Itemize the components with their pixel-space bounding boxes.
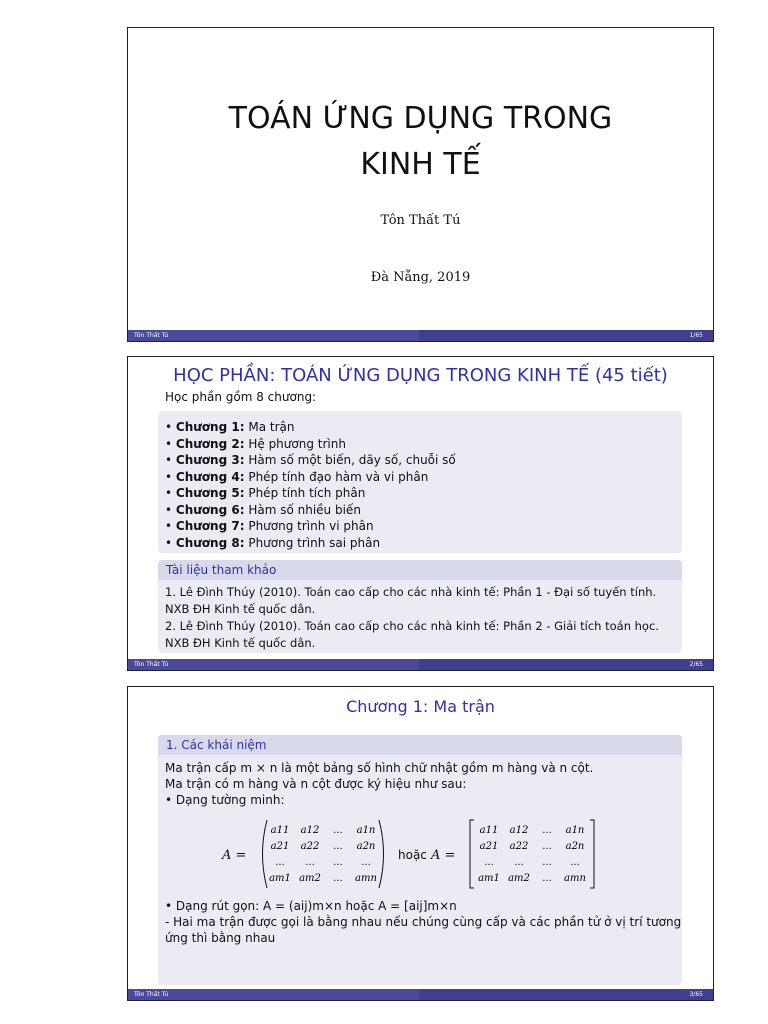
intro-text: Học phần gồm 8 chương: <box>165 390 317 404</box>
chapter-label: Chương 5: <box>175 486 245 500</box>
matrix-cell: ... <box>333 873 343 884</box>
matrix-cell: ... <box>275 857 285 868</box>
definition-line: Ma trận cấp m × n là một bảng số hình chữ nhật gồm m hàng và n cột. <box>165 761 594 775</box>
chapter-text: Hệ phương trình <box>248 436 346 451</box>
matrix-cell: am1 <box>478 873 500 884</box>
matrix-cell: ... <box>361 857 371 868</box>
page-number: 1/65 <box>419 330 714 341</box>
chapter-item <box>165 518 682 535</box>
matrix-cell: am1 <box>269 873 291 884</box>
chapter-label: Chương 8: <box>175 535 245 550</box>
parenthesis-icon <box>263 820 268 888</box>
footer-author: Tôn Thất Tú <box>128 659 419 670</box>
bullet-icon: • <box>165 436 176 451</box>
definition-block <box>158 735 682 985</box>
block-title: 1. Các khái niệm <box>158 735 682 755</box>
matrix-cell: ... <box>305 857 315 868</box>
reference-block <box>158 560 682 653</box>
chapter-text: Phương trình sai phân <box>248 535 381 550</box>
chapter-label: Chương 2: <box>175 436 245 451</box>
date: Đà Nẵng, 2019 <box>370 270 471 285</box>
chapter-item <box>165 502 682 519</box>
matrix-cell: a22 <box>300 841 320 852</box>
matrix-cell: am2 <box>299 873 321 884</box>
reference-title: Tài liệu tham khảo <box>158 560 682 580</box>
matrix-cell: a1n <box>565 825 585 836</box>
chapter-label: Chương 3: <box>175 453 245 467</box>
slide-footer <box>128 989 713 1000</box>
chapter-item <box>165 419 682 436</box>
chapter-item <box>165 535 682 552</box>
matrix-cell: amn <box>564 873 586 884</box>
chapter-label: Chương 6: <box>175 502 245 517</box>
matrix-cell: a11 <box>479 825 499 836</box>
matrix-cell: ... <box>542 857 552 868</box>
matrix-cell: ... <box>333 857 343 868</box>
chapter-label: Chương 7: <box>175 519 245 533</box>
chapter-list-box <box>158 411 682 553</box>
chapter-text: Phép tính đạo hàm và vi phân <box>248 469 429 484</box>
matrix-cell: a11 <box>270 825 290 836</box>
matrix-equation <box>158 818 682 898</box>
matrix-cell: ... <box>484 857 494 868</box>
matrix-cell: am2 <box>508 873 530 884</box>
matrix-cell: a21 <box>270 841 290 852</box>
chapter-item <box>165 469 682 486</box>
matrix-cell: a2n <box>356 841 376 852</box>
chapter-list <box>158 411 682 551</box>
definition-line: • Dạng tường minh: <box>165 793 285 807</box>
definition-line: Ma trận có m hàng và n cột được ký hiệu như sau: <box>165 777 467 791</box>
bullet-icon: • <box>165 535 176 550</box>
bullet-icon: • <box>165 519 176 533</box>
parenthesis-icon <box>379 820 384 888</box>
chapter-text: Hàm số một biến, dãy số, chuỗi số <box>248 453 456 467</box>
matrix-cell: ... <box>542 825 552 836</box>
matrix-cell: a22 <box>509 841 529 852</box>
chapter-label: Chương 4: <box>175 469 245 484</box>
matrix-lhs: A = <box>222 848 247 863</box>
title-line-2: KINH TẾ <box>360 147 481 182</box>
slide-title: HỌC PHẦN: TOÁN ỨNG DỤNG TRONG KINH TẾ (45 tiết) <box>173 365 668 386</box>
reference-body <box>158 580 682 652</box>
slide-1 <box>127 27 714 342</box>
bullet-icon: • <box>165 469 176 484</box>
page-number: 3/65 <box>419 989 714 1000</box>
matrix-cell: a1n <box>356 825 376 836</box>
definition-line: - Hai ma trận được gọi là bằng nhau nếu chúng cùng cấp và các phần tử ở vị trí tương ứng thì bằng nhau <box>165 915 682 945</box>
bracket-icon <box>590 820 594 888</box>
matrix-cell: a2n <box>565 841 585 852</box>
author: Tôn Thất Tú <box>380 213 461 228</box>
matrix-parenthesized <box>258 818 388 890</box>
bracket-icon <box>470 820 474 888</box>
matrix-cell: a21 <box>479 841 499 852</box>
bullet-icon: • <box>165 453 176 467</box>
matrix-cell: a12 <box>509 825 529 836</box>
chapter-text: Ma trận <box>248 420 295 434</box>
chapter-text: Phép tính tích phân <box>248 486 366 500</box>
slide-title: Chương 1: Ma trận <box>346 697 495 716</box>
matrix-bracketed <box>467 818 597 890</box>
or-text: hoặc <box>398 848 427 862</box>
bullet-icon: • <box>165 420 176 434</box>
title-line-1: TOÁN ỨNG DỤNG TRONG <box>228 101 613 136</box>
reference-item: 2. Lê Đình Thúy (2010). Toán cao cấp cho các nhà kinh tế: Phần 2 - Giải tích toán học. NXB ĐH Kinh tế quốc dân. <box>165 619 659 650</box>
chapter-item <box>165 485 682 502</box>
matrix-lhs-2: A = <box>431 848 456 863</box>
matrix-cell: a12 <box>300 825 320 836</box>
footer-author: Tôn Thất Tú <box>128 989 419 1000</box>
chapter-item <box>165 452 682 469</box>
footer-author: Tôn Thất Tú <box>128 330 419 341</box>
reference-item: 1. Lê Đình Thúy (2010). Toán cao cấp cho các nhà kinh tế: Phần 1 - Đại số tuyến tính. NXB ĐH Kinh tế quốc dân. <box>165 585 657 616</box>
bullet-icon: • <box>165 502 176 517</box>
chapter-text: Phương trình vi phân <box>248 519 374 533</box>
chapter-label: Chương 1: <box>175 420 245 434</box>
matrix-cell: ... <box>514 857 524 868</box>
slide-title <box>128 96 713 188</box>
slide-footer <box>128 659 713 670</box>
matrix-cell: ... <box>542 841 552 852</box>
definition-line: • Dạng rút gọn: A = (aij)m×n hoặc A = [aij]m×n <box>165 899 457 913</box>
page-number: 2/65 <box>419 659 714 670</box>
slide-3 <box>127 686 714 1001</box>
matrix-cell: ... <box>333 825 343 836</box>
matrix-cell: ... <box>542 873 552 884</box>
bullet-icon: • <box>165 486 176 500</box>
matrix-cell: amn <box>355 873 377 884</box>
slide-footer <box>128 330 713 341</box>
slide-2 <box>127 356 714 671</box>
matrix-cell: ... <box>570 857 580 868</box>
chapter-text: Hàm số nhiều biến <box>248 502 361 517</box>
chapter-item <box>165 436 682 453</box>
matrix-cell: ... <box>333 841 343 852</box>
